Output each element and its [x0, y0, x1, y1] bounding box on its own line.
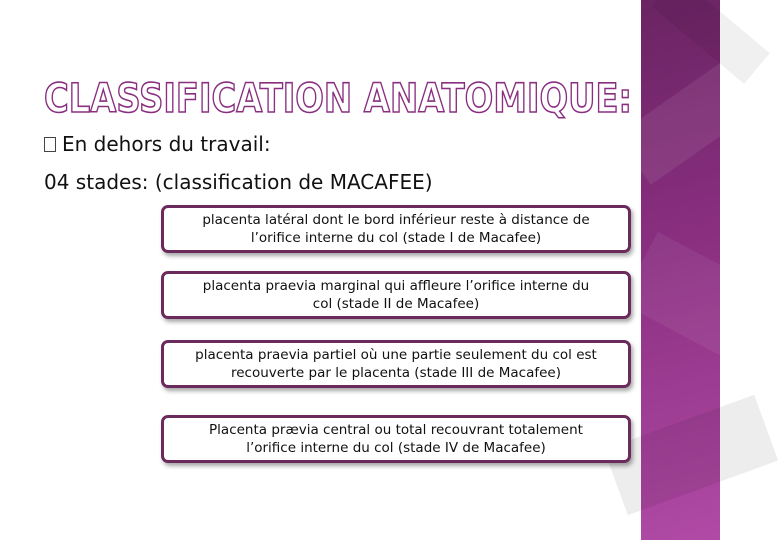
bullet-line	[44, 132, 271, 156]
stage-line: col (stade II de Macafee)	[312, 296, 480, 312]
slide-title-text: CLASSIFICATION ANATOMIQUE:	[44, 76, 632, 122]
slide-title	[44, 74, 634, 120]
stage-line: Placenta prævia central ou total recouvrant totalement	[209, 422, 583, 438]
decorative-shard	[620, 232, 781, 368]
stage-line: recouverte par le placenta (stade III de Macafee)	[231, 365, 561, 381]
bullet-text: En dehors du travail:	[62, 132, 271, 156]
stage-box-3	[161, 340, 631, 388]
subtitle: 04 stades: (classification de MACAFEE)	[44, 170, 433, 194]
stage-box-2	[161, 271, 631, 319]
stage-line: l’orifice interne du col (stade IV de Macafee)	[246, 440, 546, 456]
stage-box-4	[161, 415, 631, 463]
stage-box-1	[161, 205, 631, 253]
empty-square-bullet-icon	[44, 137, 56, 152]
stage-line: placenta latéral dont le bord inférieur reste à distance de	[202, 212, 590, 228]
stage-line: placenta praevia partiel où une partie seulement du col est	[195, 347, 597, 363]
stage-line: l’orifice interne du col (stade I de Macafee)	[250, 230, 542, 246]
stage-line: placenta praevia marginal qui affleure l’orifice interne du	[202, 278, 590, 294]
decorative-side-panel	[641, 0, 720, 540]
